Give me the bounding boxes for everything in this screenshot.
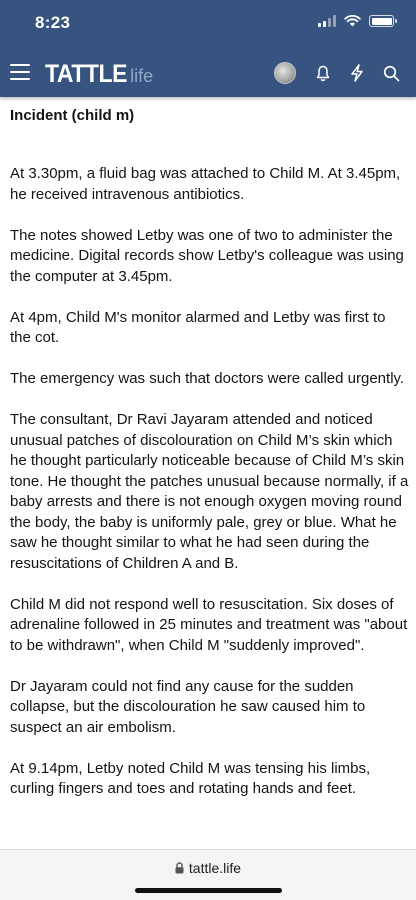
post-paragraph: At 3.30pm, a fluid bag was attached to Child M. At 3.45pm, he received intravenous antibiotics.	[10, 165, 401, 203]
post-paragraph: Dr Jayaram could not find any cause for the sudden collapse, but the discolouration he saw caused him to suspect an air embolism.	[10, 677, 366, 736]
status-bar	[0, 0, 416, 50]
site-header	[0, 50, 416, 97]
logo-sub-text: life	[130, 66, 154, 86]
post-body	[10, 164, 410, 820]
post-heading: Incident (child m)	[10, 107, 135, 124]
bell-icon[interactable]	[315, 65, 331, 82]
post-paragraph: The consultant, Dr Ravi Jayaram attended and noticed unusual patches of discolouration on Child M’s skin which he thought particularly noticeable because of Child M’s skin tone. He thought the patches unusual because normally, if a baby arrests and there is not enough oxygen moving round the body, the baby is uniformly pale, grey or blue. What he saw he thought similar to what he had seen during the resuscitations of Children A and B.	[10, 411, 409, 572]
browser-bottom-bar	[0, 849, 416, 900]
status-icons	[318, 15, 394, 27]
lock-icon	[175, 862, 184, 874]
lightning-icon[interactable]	[350, 64, 364, 82]
menu-icon[interactable]	[10, 64, 30, 80]
post-paragraph: The notes showed Letby was one of two to administer the medicine. Digital records show Letby's colleague was using the computer at 3.45pm.	[10, 226, 404, 285]
status-time: 8:23	[35, 13, 71, 32]
post-content	[0, 97, 416, 875]
post-paragraph: The emergency was such that doctors were called urgently.	[10, 370, 405, 387]
home-indicator[interactable]	[135, 888, 282, 893]
site-logo[interactable]	[45, 60, 153, 89]
post-paragraph: At 4pm, Child M's monitor alarmed and Letby was first to the cot.	[10, 308, 386, 346]
avatar[interactable]	[274, 62, 296, 84]
signal-icon	[318, 15, 336, 27]
address-bar[interactable]	[0, 860, 416, 876]
logo-main-text: TATTLE	[45, 60, 127, 88]
search-icon[interactable]	[383, 65, 400, 82]
nav-icons	[274, 62, 400, 84]
battery-icon	[369, 15, 394, 27]
post-paragraph: Child M did not respond well to resuscitation. Six doses of adrenaline followed in 25 minutes and treatment was "about to be withdrawn", when Child M "suddenly improved".	[10, 595, 408, 654]
url-text: tattle.life	[188, 860, 242, 876]
post-paragraph: At 9.14pm, Letby noted Child M was tensing his limbs, curling fingers and toes and rotating hands and feet.	[10, 759, 371, 797]
wifi-icon	[344, 15, 361, 27]
